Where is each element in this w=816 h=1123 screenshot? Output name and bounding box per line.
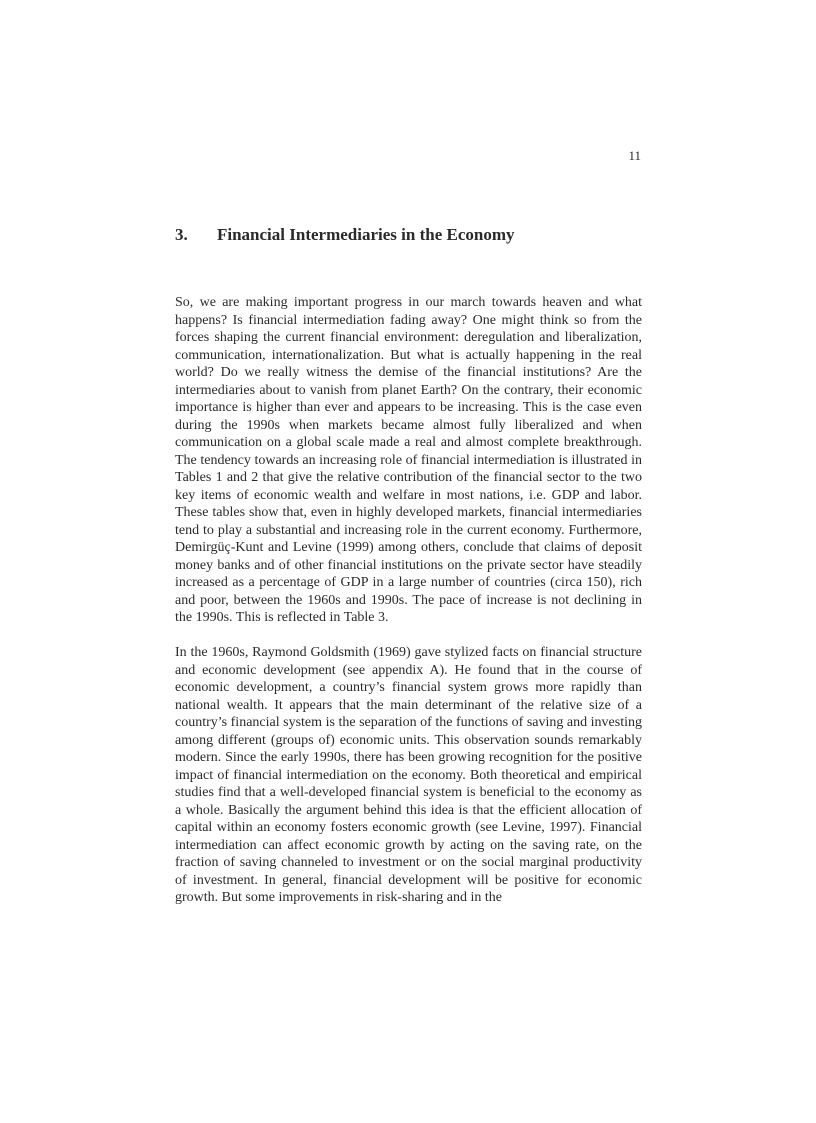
section-title: Financial Intermediaries in the Economy xyxy=(217,225,515,244)
section-heading xyxy=(175,224,655,246)
body-text xyxy=(175,294,642,907)
page-number: 11 xyxy=(628,148,641,163)
paragraph: So, we are making important progress in our march towards heaven and what happens? Is financial intermediation fading away? One might think so from the forces shaping the current financial environment: deregulation and liberalization, communication, internationalization. But what is actually happening in the real world? Do we really witness the demise of the financial institutions? Are the intermediaries about to vanish from planet Earth? On the contrary, their economic importance is higher than ever and appears to be increasing. This is the case even during the 1990s when markets became almost fully liberalized and when communication on a global scale made a real and almost complete breakthrough. The tendency towards an increasing role of financial intermediation is illustrated in Tables 1 and 2 that give the relative contribution of the financial sector to the two key items of economic wealth and welfare in most nations, i.e. GDP and labor. These tables show that, even in highly developed markets, financial intermediaries tend to play a substantial and increasing role in the current economy. Furthermore, Demirgüç-Kunt and Levine (1999) among others, conclude that claims of deposit money banks and of other financial institutions on the private sector have steadily increased as a percentage of GDP in a large number of countries (circa 150), rich and poor, between the 1960s and 1990s. The pace of increase is not declining in the 1990s. This is reflected in Table 3. xyxy=(175,295,642,625)
section-number: 3. xyxy=(175,225,188,244)
paragraph: In the 1960s, Raymond Goldsmith (1969) gave stylized facts on financial structure and economic development (see appendix A). He found that in the course of economic development, a country’s financial system grows more rapidly than national wealth. It appears that the main determinant of the relative size of a country’s financial system is the separation of the functions of saving and investing among different (groups of) economic units. This observation sounds remarkably modern. Since the early 1990s, there has been growing recognition for the positive impact of financial intermediation on the economy. Both theoretical and empirical studies find that a well-developed financial system is beneficial to the economy as a whole. Basically the argument behind this idea is that the efficient allocation of capital within an economy fosters economic growth (see Levine, 1997). Financial intermediation can affect economic growth by acting on the saving rate, on the fraction of saving channeled to investment or on the social marginal productivity of investment. In general, financial development will be positive for economic growth. But some improvements in risk-sharing and in the xyxy=(175,645,642,905)
